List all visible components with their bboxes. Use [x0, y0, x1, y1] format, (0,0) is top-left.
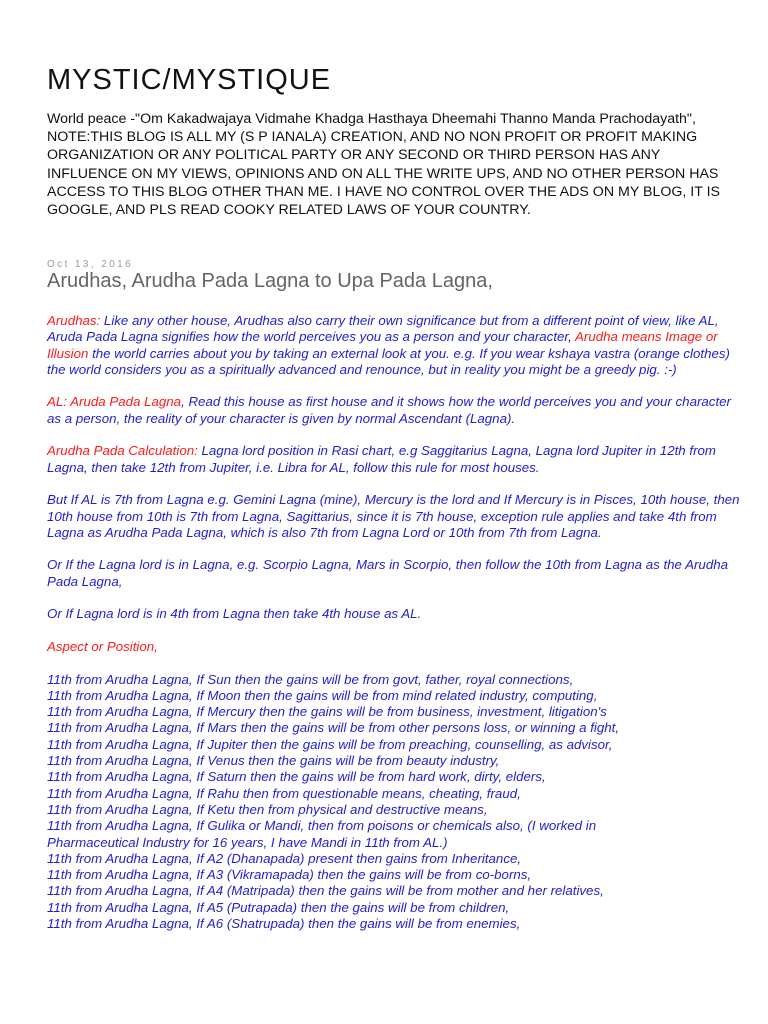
gains-line: 11th from Arudha Lagna, If Ketu then from physical and destructive means,	[47, 801, 488, 817]
blog-description: World peace -"Om Kakadwajaya Vidmahe Khadga Hasthaya Dheemahi Thanno Manda Prachodayath", NOTE:THIS BLOG IS ALL MY (S P IANALA) CREATION, AND NO NON PROFIT OR PROFIT MAKING ORGANIZATION OR ANY POLITICAL PARTY OR ANY SECOND OR THIRD PERSON HAS ANY INFLUENCE ON MY VIEWS, OPINIONS AND ON ALL THE WRITE UPS, AND NO OTHER PERSON HAS ACCESS TO THIS BLOG OTHER THAN ME. I HAVE NO CONTROL OVER THE ADS ON MY BLOG, IT IS GOOGLE, AND PLS READ COOKY RELATED LAWS OF YOUR COUNTRY.	[47, 111, 720, 219]
aspect-heading: Aspect or Position,	[47, 638, 158, 654]
gains-line: 11th from Arudha Lagna, If A2 (Dhanapada) present then gains from Inheritance,	[47, 850, 522, 866]
gains-line: 11th from Arudha Lagna, If Jupiter then the gains will be from preaching, counselling, as advisor,	[47, 736, 613, 752]
calculation-label: Arudha Pada Calculation:	[47, 443, 198, 459]
post-date: Oct 13, 2016	[47, 259, 134, 270]
al-text: , Read this house as first house and it shows how the world perceives you and your character as a person, the reality of your character is given by normal Ascendant (Lagna).	[47, 394, 731, 426]
gains-line: 11th from Arudha Lagna, If A3 (Vikramapada) then the gains will be from co-borns,	[47, 867, 532, 883]
gains-line: 11th from Arudha Lagna, If A6 (Shatrupada) then the gains will be from enemies,	[47, 915, 521, 931]
post-body	[47, 313, 747, 932]
paragraph-arudhas	[47, 313, 747, 378]
al-label: AL: Aruda Pada Lagna	[47, 394, 182, 410]
arudhas-text-a: Like any other house, Arudhas also carry their own significance but from a different point of view, like AL, Aruda Pada Lagna signifies how the world perceives you as a person and your character,	[47, 313, 719, 345]
gains-line: 11th from Arudha Lagna, If Rahu then from questionable means, cheating, fraud,	[47, 785, 521, 801]
calculation-text: Lagna lord position in Rasi chart, e.g Saggitarius Lagna, Lagna lord Jupiter in 12th from Lagna, then take 12th from Jupiter, i.e. Libra for AL, follow this rule for most houses.	[47, 443, 716, 475]
arudha-meaning-highlight: Arudha means Image or Illusion	[47, 329, 718, 361]
paragraph-al	[47, 394, 747, 427]
paragraph-lagna-in-4th: Or If Lagna lord is in 4th from Lagna then take 4th house as AL.	[47, 606, 422, 622]
gains-line: 11th from Arudha Lagna, If Sun then the gains will be from govt, father, royal connections,	[47, 671, 574, 687]
post-title[interactable]: Arudhas, Arudha Pada Lagna to Upa Pada Lagna,	[47, 270, 493, 292]
arudhas-label: Arudhas:	[47, 313, 101, 328]
gains-line: 11th from Arudha Lagna, If Venus then the gains will be from beauty industry,	[47, 753, 500, 769]
blog-title[interactable]: MYSTIC/MYSTIQUE	[47, 64, 332, 96]
gains-line: Pharmaceutical Industry for 16 years, I have Mandi in 11th from AL.)	[47, 834, 448, 850]
gains-line: 11th from Arudha Lagna, If Mercury then the gains will be from business, investment, litigation's	[47, 704, 607, 720]
arudhas-text-b: the world carries about you by taking an external look at you. e.g. If you wear kshaya vastra (orange clothes) the world considers you as a spiritually advanced and renounce, but in reality you might be a greedy pig. :-)	[47, 345, 730, 377]
paragraph-exception-rule: But If AL is 7th from Lagna e.g. Gemini Lagna (mine), Mercury is the lord and If Mercury is in Pisces, 10th house, then 10th house from 10th is 7th from Lagna, Sagittarius, since it is 7th house, exception rule applies and take 4th from Lagna as Arudha Pada Lagna, which is also 7th from Lagna Lord or 10th from 7th from Lagna.	[47, 492, 740, 540]
gains-line: 11th from Arudha Lagna, If Mars then the gains will be from other persons loss, or winning a fight,	[47, 720, 620, 736]
paragraph-lagna-in-lagna: Or If the Lagna lord is in Lagna, e.g. Scorpio Lagna, Mars in Scorpio, then follow the 10th from Lagna as the Arudha Pada Lagna,	[47, 557, 729, 589]
gains-line: 11th from Arudha Lagna, If Gulika or Mandi, then from poisons or chemicals also, (I worked in	[47, 818, 597, 834]
gains-line: 11th from Arudha Lagna, If Saturn then the gains will be from hard work, dirty, elders,	[47, 769, 546, 785]
gains-list	[47, 672, 747, 933]
gains-line: 11th from Arudha Lagna, If Moon then the gains will be from mind related industry, computing,	[47, 687, 598, 703]
paragraph-calculation	[47, 443, 747, 476]
gains-line: 11th from Arudha Lagna, If A4 (Matripada) then the gains will be from mother and her relatives,	[47, 883, 604, 899]
gains-line: 11th from Arudha Lagna, If A5 (Putrapada) then the gains will be from children,	[47, 899, 510, 915]
